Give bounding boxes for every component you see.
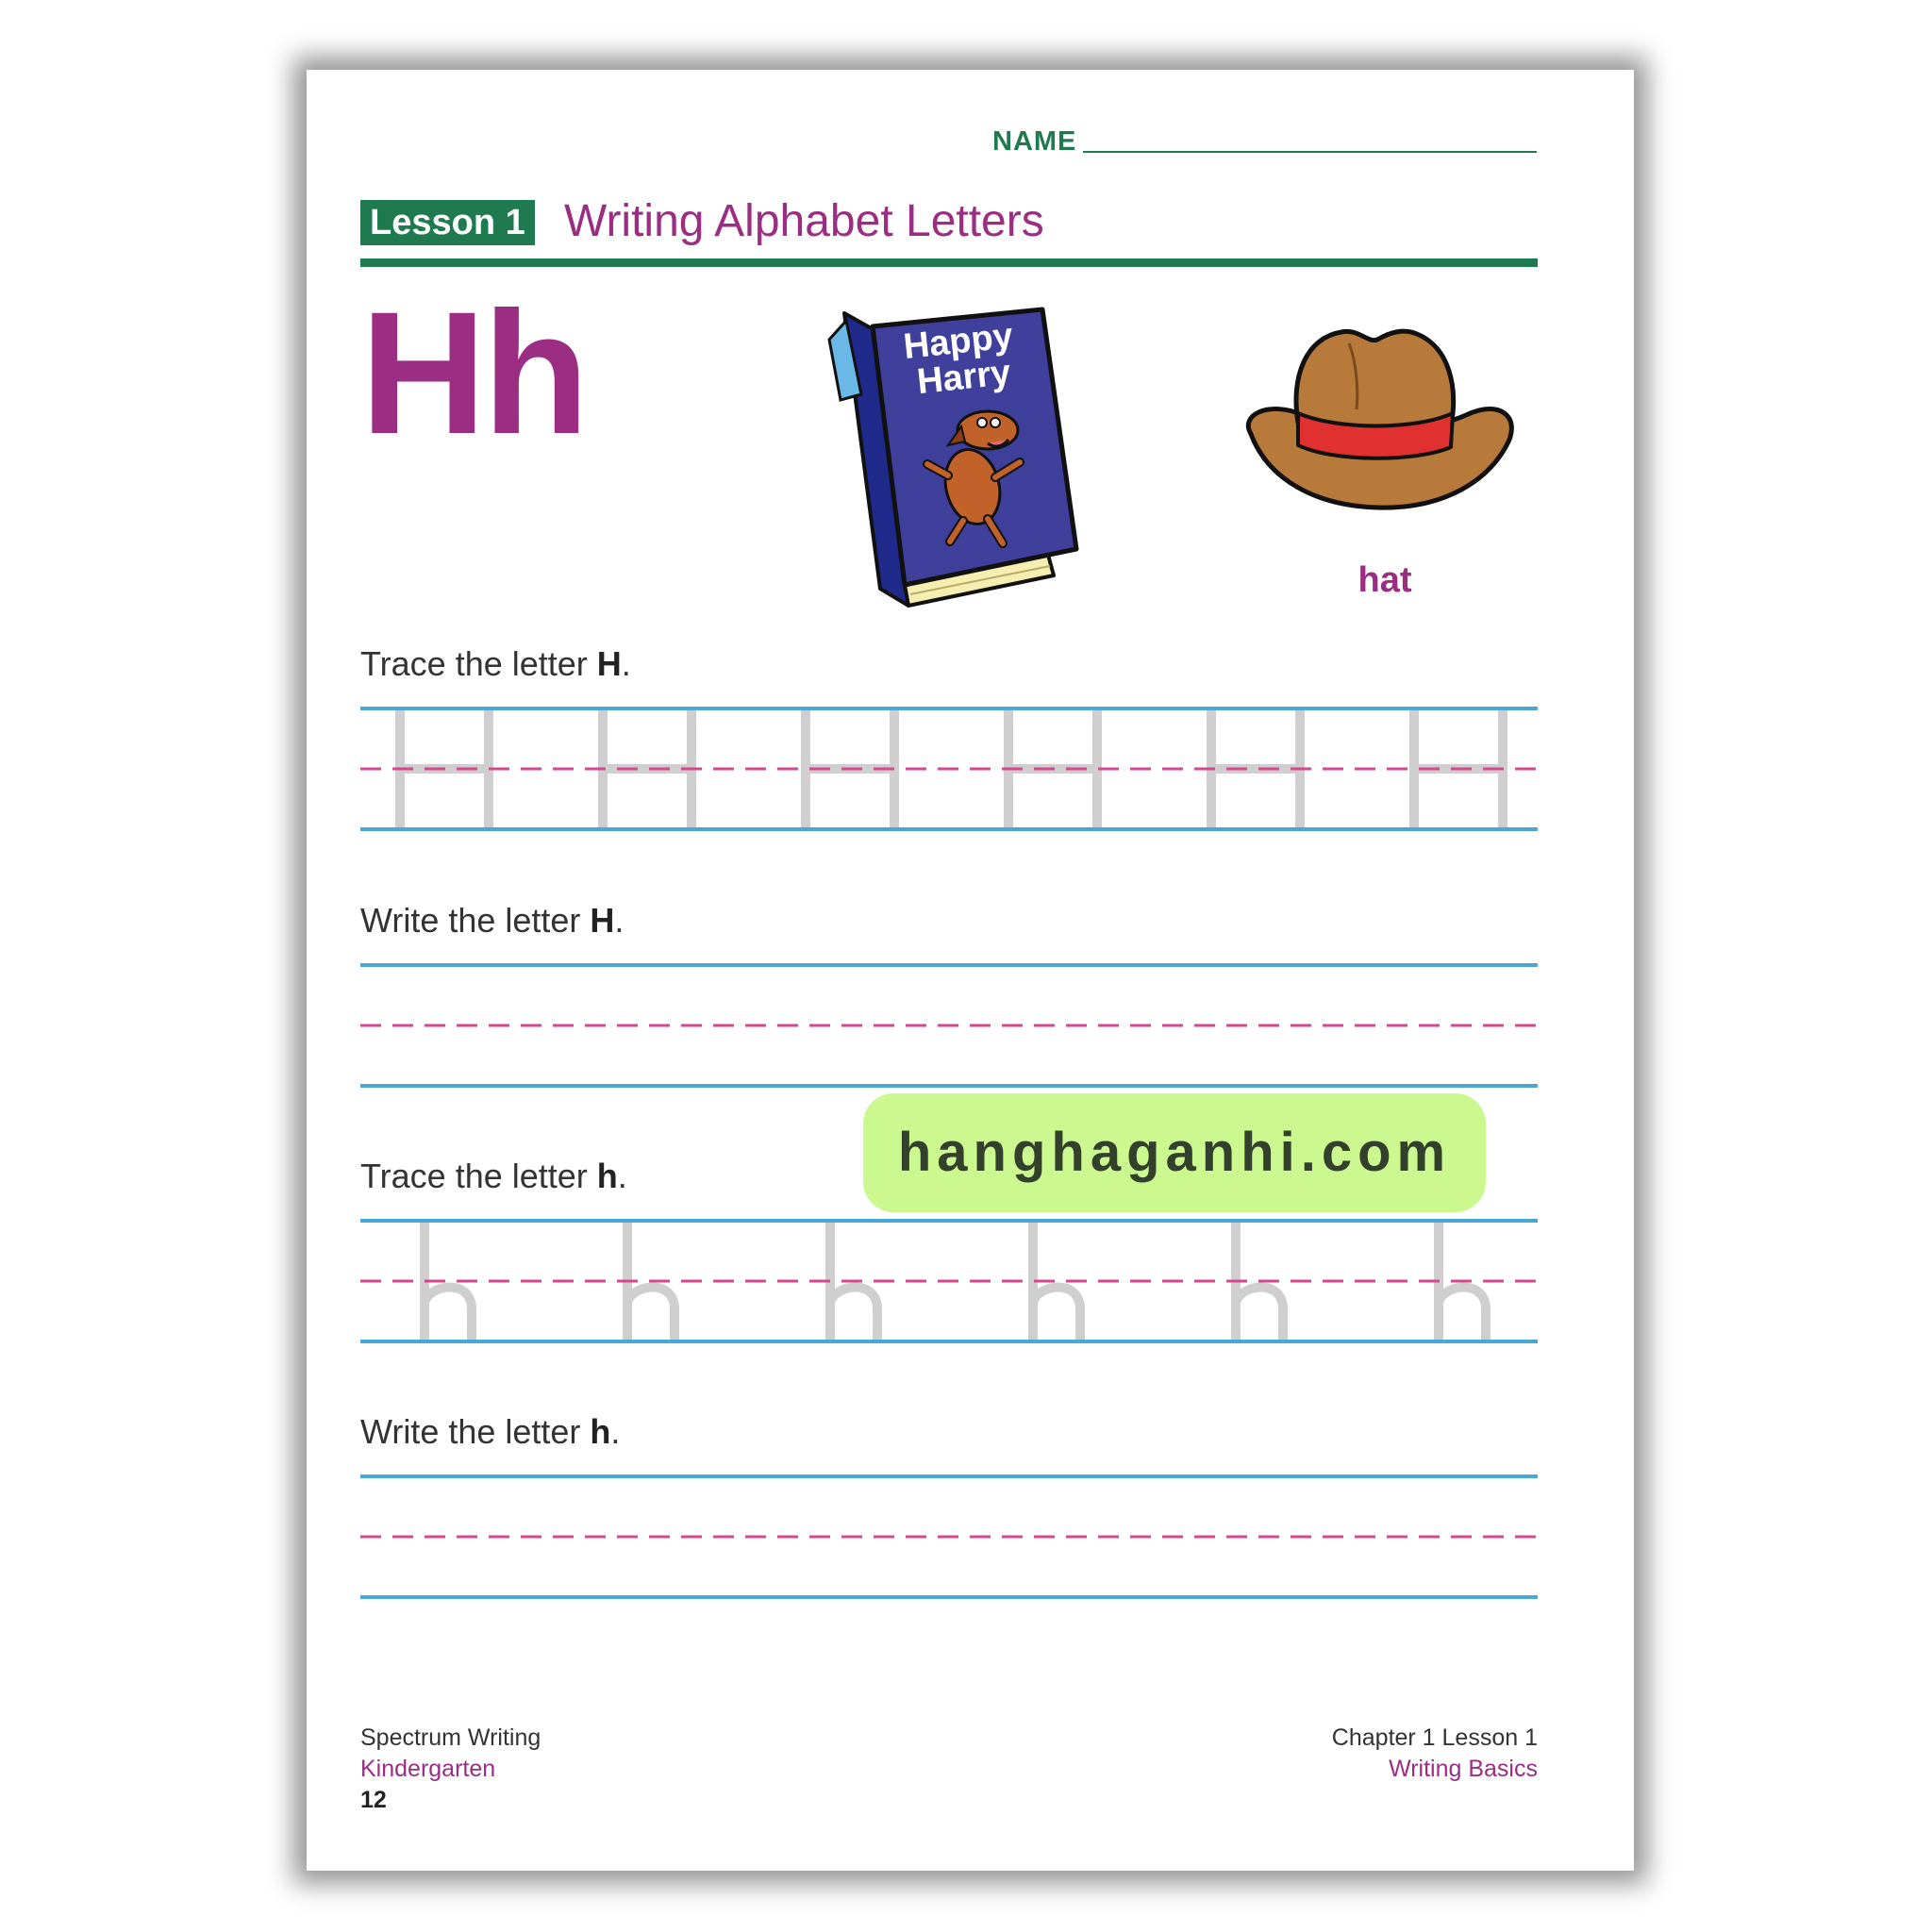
- footer-left: [360, 1723, 541, 1816]
- trace-letter-H: [1211, 708, 1300, 829]
- book-illustration: [807, 302, 1108, 627]
- instruction-punct: .: [614, 901, 625, 940]
- instruction-letter: H: [596, 644, 622, 683]
- instruction-punct: .: [621, 644, 631, 683]
- trace-letter-H: [603, 708, 691, 829]
- featured-letters: Hh: [360, 276, 586, 471]
- instruction-text: Trace the letter: [360, 644, 597, 683]
- name-write-line[interactable]: [1083, 151, 1537, 153]
- instruction-letter: H: [590, 901, 615, 940]
- instruction-write-uppercase: [360, 900, 624, 941]
- instruction-text: Trace the letter: [360, 1157, 597, 1195]
- footer-section: Writing Basics: [1389, 1756, 1538, 1782]
- instruction-punct: .: [610, 1412, 621, 1451]
- name-label: NAME: [992, 126, 1077, 157]
- instruction-letter: h: [596, 1157, 618, 1195]
- hat-illustration: [1236, 325, 1519, 527]
- write-lowercase-lines[interactable]: [360, 1474, 1538, 1600]
- title-divider: [360, 258, 1538, 267]
- watermark-banner: hanghaganhi.com: [863, 1093, 1486, 1212]
- write-uppercase-lines[interactable]: [360, 962, 1538, 1089]
- instruction-trace-uppercase: [360, 643, 631, 685]
- page-number: 12: [360, 1787, 387, 1813]
- hat-label: hat: [1357, 560, 1412, 600]
- instruction-punct: .: [617, 1157, 627, 1195]
- footer-grade: Kindergarten: [360, 1756, 496, 1782]
- footer-series: Spectrum Writing: [360, 1724, 541, 1751]
- book-title-line1: Happy: [901, 316, 1015, 368]
- worksheet-page: [307, 70, 1634, 1871]
- book-title-line2: Harry: [915, 352, 1013, 403]
- instruction-text: Write the letter: [360, 901, 591, 940]
- footer-right: [1236, 1723, 1538, 1785]
- instruction-trace-lowercase: [360, 1156, 627, 1197]
- lesson-title: Writing Alphabet Letters: [564, 196, 1044, 246]
- instruction-write-lowercase: [360, 1411, 620, 1453]
- instruction-text: Write the letter: [360, 1412, 591, 1451]
- footer-chapter: Chapter 1 Lesson 1: [1331, 1724, 1538, 1751]
- trace-uppercase-lines[interactable]: [360, 706, 1538, 832]
- trace-lowercase-lines[interactable]: [360, 1218, 1538, 1344]
- lesson-badge: Lesson 1: [360, 200, 535, 245]
- instruction-letter: h: [590, 1412, 611, 1451]
